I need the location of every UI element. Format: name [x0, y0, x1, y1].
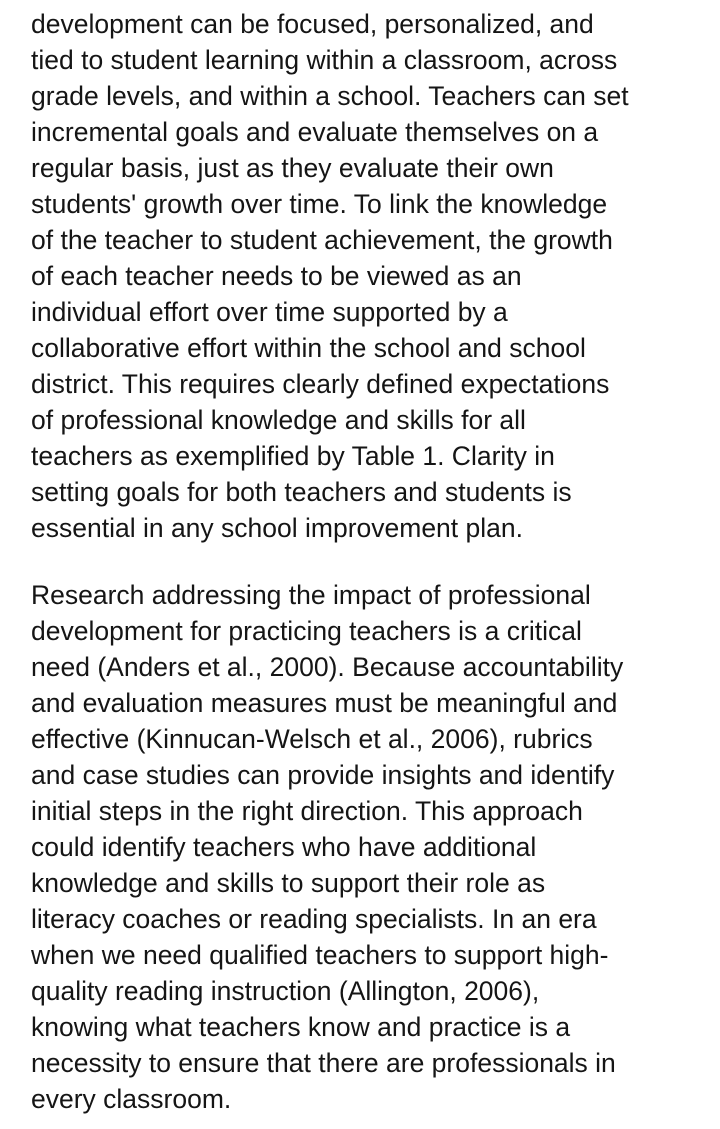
paragraph-line: development can be focused, personalized, and	[31, 9, 594, 39]
paragraph-line: knowledge and skills to support their role as	[31, 868, 546, 898]
paragraph-line: could identify teachers who have additional	[31, 832, 537, 862]
paragraph-line: development for practicing teachers is a critical	[31, 616, 582, 646]
paragraph-line: district. This requires clearly defined expectations	[31, 369, 610, 399]
paragraph-line: grade levels, and within a school. Teachers can set	[31, 81, 629, 111]
paragraph-line: individual effort over time supported by a	[31, 297, 508, 327]
paragraph-line: students' growth over time. To link the knowledge	[31, 189, 608, 219]
paragraph-line: of each teacher needs to be viewed as an	[31, 261, 522, 291]
paragraph-line: literacy coaches or reading specialists. In an era	[31, 904, 597, 934]
paragraph-line: tied to student learning within a classroom, across	[31, 45, 618, 75]
paragraph-line: effective (Kinnucan-Welsch et al., 2006), rubrics	[31, 724, 593, 754]
paragraph-line: and case studies can provide insights and identify	[31, 760, 615, 790]
paragraph-line: essential in any school improvement plan.	[31, 513, 523, 543]
paragraph-line: teachers as exemplified by Table 1. Clarity in	[31, 441, 555, 471]
paragraph-line: and evaluation measures must be meaningful and	[31, 688, 618, 718]
paragraph-line: Research addressing the impact of professional	[31, 580, 591, 610]
paragraph-line: collaborative effort within the school and school	[31, 333, 586, 363]
paragraph-line: quality reading instruction (Allington, 2006),	[31, 976, 540, 1006]
paragraph-line: when we need qualified teachers to support high-	[31, 940, 609, 970]
paragraph-line: need (Anders et al., 2000). Because accountability	[31, 652, 624, 682]
paragraph-1	[31, 6, 711, 546]
paragraph-line: setting goals for both teachers and students is	[31, 477, 572, 507]
paragraph-line: initial steps in the right direction. This approach	[31, 796, 583, 826]
paragraph-line: regular basis, just as they evaluate their own	[31, 153, 554, 183]
paragraph-line: incremental goals and evaluate themselves on a	[31, 117, 599, 147]
paragraph-2	[31, 577, 711, 1117]
paragraph-line: necessity to ensure that there are professionals in	[31, 1048, 616, 1078]
paragraph-line: of professional knowledge and skills for all	[31, 405, 526, 435]
paragraph-line: every classroom.	[31, 1084, 232, 1114]
paragraph-line: knowing what teachers know and practice is a	[31, 1012, 571, 1042]
paragraph-line: of the teacher to student achievement, the growth	[31, 225, 613, 255]
